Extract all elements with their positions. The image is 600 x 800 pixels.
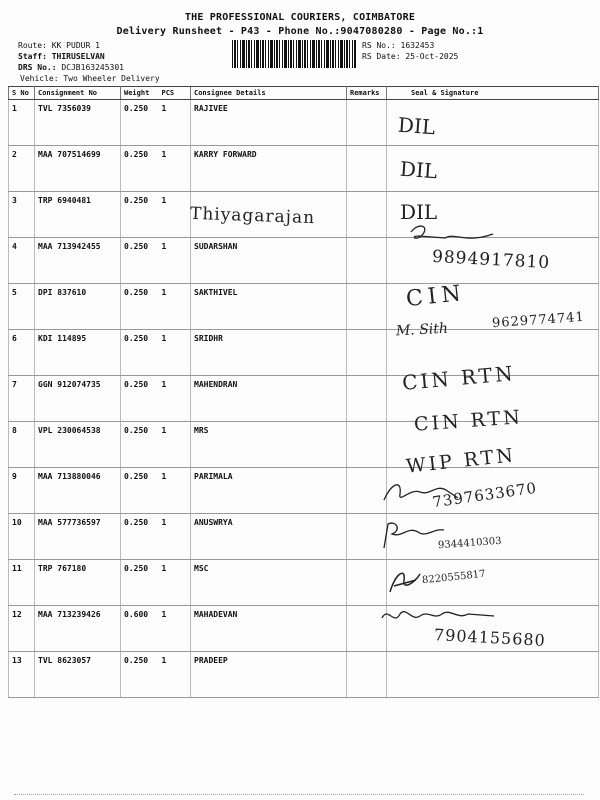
remarks-cell: [347, 284, 387, 330]
weight-cell: 0.250: [121, 238, 159, 284]
weight-cell: 0.250: [121, 330, 159, 376]
weight-cell: 0.250: [121, 560, 159, 606]
consignee-cell: MAHENDRAN: [191, 376, 347, 422]
rs-date-value: 25-Oct-2025: [405, 52, 459, 61]
weight-cell: 0.250: [121, 100, 159, 146]
consignee-cell: MRS: [191, 422, 347, 468]
vehicle-value: Two Wheeler Delivery: [63, 74, 160, 83]
signature-scribble-row-12: [386, 566, 426, 596]
staff-value: THIRUSELVAN: [51, 52, 105, 61]
rs-date-line: [362, 52, 458, 62]
pcs-cell: 1: [159, 606, 191, 652]
remarks-cell: [347, 422, 387, 468]
remarks-cell: [347, 100, 387, 146]
handwritten-phone-row-10: 7397633670: [431, 478, 539, 512]
consignment-cell: MAA 713239426: [35, 606, 121, 652]
consignee-cell: RAJIVEE: [191, 100, 347, 146]
pcs-cell: 1: [159, 284, 191, 330]
consignment-cell: KDI 114895: [35, 330, 121, 376]
staff-line: [18, 52, 105, 62]
consignee-cell: MSC: [191, 560, 347, 606]
pcs-cell: 1: [159, 376, 191, 422]
sno-cell: 5: [9, 284, 35, 330]
sno-cell: 1: [9, 100, 35, 146]
pcs-cell: 1: [159, 560, 191, 606]
weight-cell: 0.250: [121, 652, 159, 698]
handwritten-sign-row-3: DIL: [400, 200, 438, 224]
consignee-cell: PARIMALA: [191, 468, 347, 514]
col-pcs: PCS: [159, 87, 191, 100]
company-title: THE PROFESSIONAL COURIERS, COIMBATORE: [184, 12, 416, 23]
consignment-cell: MAA 577736597: [35, 514, 121, 560]
route-value: KK PUDUR 1: [51, 41, 100, 50]
remarks-cell: [347, 238, 387, 284]
staff-label: Staff:: [18, 52, 47, 61]
consignee-cell: ANUSWRYA: [191, 514, 347, 560]
handwritten-sign-row-1: DIL: [397, 112, 437, 140]
table-row: [9, 514, 599, 560]
handwritten-phone-row-12: 8220555817: [421, 568, 487, 587]
col-remarks: Remarks: [347, 87, 387, 100]
pcs-cell: 1: [159, 330, 191, 376]
drs-value: DCJB163245301: [61, 63, 124, 72]
consignment-cell: GGN 912074735: [35, 376, 121, 422]
weight-cell: 0.250: [121, 376, 159, 422]
sno-cell: 4: [9, 238, 35, 284]
weight-cell: 0.250: [121, 422, 159, 468]
runsheet-subtitle: Delivery Runsheet - P43 - Phone No.:9047080280 - Page No.:1: [116, 26, 484, 37]
weight-cell: 0.250: [121, 284, 159, 330]
consignee-cell: SAKTHIVEL: [191, 284, 347, 330]
pcs-cell: 1: [159, 100, 191, 146]
sno-cell: 3: [9, 192, 35, 238]
consignment-cell: TVL 8623057: [35, 652, 121, 698]
rs-no-label: RS No.:: [362, 41, 396, 50]
barcode: [232, 40, 356, 68]
col-sno: S No: [9, 87, 35, 100]
rs-no-value: 1632453: [400, 41, 435, 50]
bottom-scan-edge: [14, 794, 584, 796]
table-row: [9, 652, 599, 698]
drs-line: [18, 63, 124, 73]
handwritten-sign-row-5: CIN: [404, 280, 467, 313]
pcs-cell: 1: [159, 652, 191, 698]
pcs-cell: 1: [159, 192, 191, 238]
handwritten-name-row-3: Thiyagarajan: [189, 203, 316, 229]
pcs-cell: 1: [159, 146, 191, 192]
handwritten-sign-row-9: WIP RTN: [405, 444, 517, 478]
handwritten-sign-row-8: CIN RTN: [413, 406, 524, 436]
table-header-row: [9, 87, 599, 100]
consignment-cell: MAA 713942455: [35, 238, 121, 284]
consignee-cell: PRADEEP: [191, 652, 347, 698]
drs-label: DRS No.:: [18, 63, 57, 72]
sno-cell: 8: [9, 422, 35, 468]
col-consignment: Consignment No: [35, 87, 121, 100]
runsheet-table: [8, 86, 599, 698]
handwritten-phone-row-11: 9344410303: [437, 535, 502, 552]
consignment-cell: MAA 707514699: [35, 146, 121, 192]
pcs-cell: 1: [159, 514, 191, 560]
rs-date-label: RS Date:: [362, 52, 401, 61]
table-row: [9, 100, 599, 146]
route-line: [18, 41, 100, 51]
col-consignee: Consignee Details: [191, 87, 347, 100]
pcs-cell: 1: [159, 422, 191, 468]
sno-cell: 7: [9, 376, 35, 422]
sno-cell: 10: [9, 514, 35, 560]
sno-cell: 2: [9, 146, 35, 192]
weight-cell: 0.250: [121, 146, 159, 192]
consignment-cell: TVL 7356039: [35, 100, 121, 146]
route-label: Route:: [18, 41, 47, 50]
consignment-cell: MAA 713880046: [35, 468, 121, 514]
weight-cell: 0.250: [121, 514, 159, 560]
weight-cell: 0.250: [121, 468, 159, 514]
sno-cell: 6: [9, 330, 35, 376]
remarks-cell: [347, 330, 387, 376]
remarks-cell: [347, 376, 387, 422]
consignment-cell: TRP 6940481: [35, 192, 121, 238]
remarks-cell: [347, 652, 387, 698]
col-weight: Weight: [121, 87, 159, 100]
rs-no-line: [362, 41, 434, 51]
remarks-cell: [347, 560, 387, 606]
consignment-cell: VPL 230064538: [35, 422, 121, 468]
handwritten-phone-row-13: 7904155680: [433, 625, 547, 650]
consignment-cell: TRP 767180: [35, 560, 121, 606]
sno-cell: 11: [9, 560, 35, 606]
handwritten-sign-row-7: CIN RTN: [401, 361, 517, 395]
consignment-cell: DPI 837610: [35, 284, 121, 330]
consignee-cell: SUDARSHAN: [191, 238, 347, 284]
remarks-cell: [347, 192, 387, 238]
remarks-cell: [347, 146, 387, 192]
table-row: [9, 146, 599, 192]
sno-cell: 13: [9, 652, 35, 698]
vehicle-label: Vehicle:: [20, 74, 59, 83]
handwritten-phone-row-6: 9629774741: [491, 309, 586, 332]
pcs-cell: 1: [159, 238, 191, 284]
sno-cell: 12: [9, 606, 35, 652]
col-seal-signature: Seal & Signature: [387, 87, 599, 100]
handwritten-phone-row-4: 9894917810: [431, 246, 551, 274]
table-row: [9, 560, 599, 606]
consignee-cell: SRIDHR: [191, 330, 347, 376]
vehicle-line: [20, 74, 160, 84]
weight-cell: 0.250: [121, 192, 159, 238]
pcs-cell: 1: [159, 468, 191, 514]
signature-cell: [387, 652, 599, 698]
handwritten-sign-row-2: DIL: [399, 156, 439, 184]
handwritten-name-row-6: M. Sith: [395, 320, 449, 340]
consignee-cell: KARRY FORWARD: [191, 146, 347, 192]
consignee-cell: MAHADEVAN: [191, 606, 347, 652]
signature-scribble-row-4: [405, 222, 495, 248]
weight-cell: 0.600: [121, 606, 159, 652]
sno-cell: 9: [9, 468, 35, 514]
